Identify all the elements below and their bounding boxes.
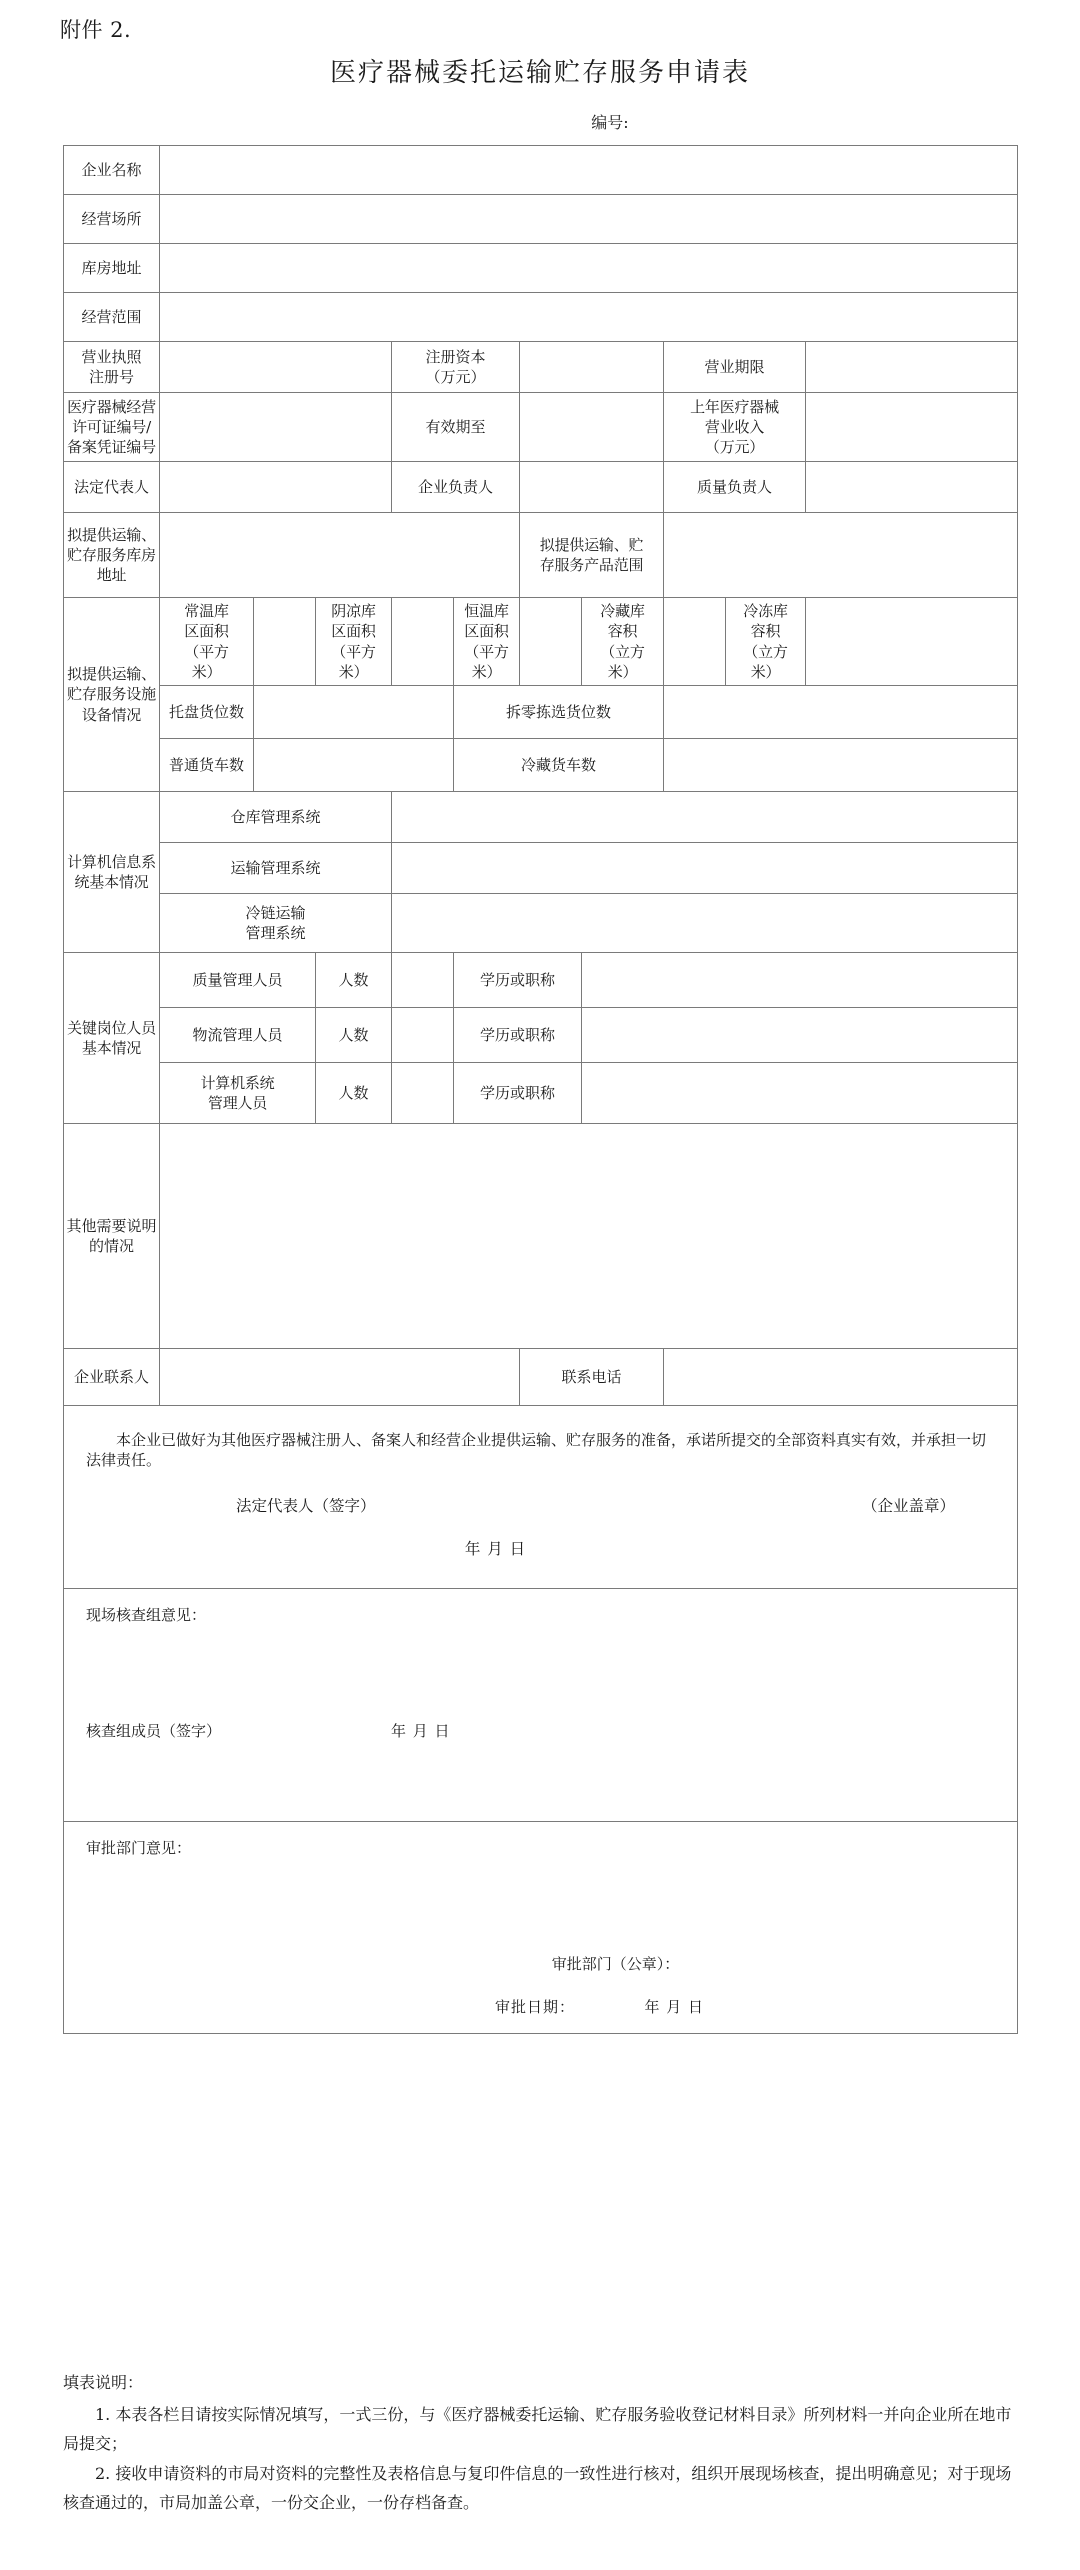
label-volume-cold-line2: 容积: [607, 622, 638, 641]
value-last-year-revenue[interactable]: [806, 393, 1018, 462]
label-other-notes-line1: 其他需要说明: [66, 1216, 157, 1235]
value-logistics-staff-education[interactable]: [582, 1008, 1018, 1063]
value-normal-trucks[interactable]: [254, 739, 454, 792]
label-business-term: 营业期限: [664, 342, 806, 393]
label-volume-freeze-line2: 容积: [750, 622, 781, 641]
label-it-staff-headcount: 人数: [316, 1063, 392, 1124]
table-row: [64, 1822, 1018, 2034]
label-area-cool-line4: 米）: [338, 662, 369, 681]
table-row: [64, 146, 1018, 195]
table-row: [64, 1063, 1018, 1124]
approval-date-row: [86, 1997, 995, 2017]
serial-number-label: 编号:: [591, 113, 629, 132]
value-quality-staff-headcount[interactable]: [392, 953, 454, 1008]
label-license-reg-no: [64, 342, 160, 393]
value-wms[interactable]: [392, 792, 1018, 843]
label-other-notes: [64, 1124, 160, 1349]
label-proposed-product-scope-line2: 存服务产品范围: [539, 556, 644, 574]
form-instructions: [63, 2368, 1021, 2518]
label-last-year-revenue: [664, 393, 806, 462]
label-key-staff-line1: 关键岗位人员: [67, 1018, 156, 1037]
value-business-term[interactable]: [806, 342, 1018, 393]
label-contact-phone: 联系电话: [520, 1349, 664, 1406]
review-member-signature-label: 核查组成员（签字）: [86, 1722, 222, 1741]
value-area-normal[interactable]: [254, 598, 316, 686]
value-pallet-slots[interactable]: [254, 686, 454, 739]
value-area-constant[interactable]: [520, 598, 582, 686]
label-valid-until: 有效期至: [392, 393, 520, 462]
label-cold-chain-system-line2: 管理系统: [245, 924, 306, 942]
value-volume-freeze[interactable]: [806, 598, 1018, 686]
instructions-item-1: 1. 本表各栏目请按实际情况填写，一式三份，与《医疗器械委托运输、贮存服务验收登记材料目录》所列材料一并向企业所在地市局提交；: [63, 2404, 1012, 2454]
value-md-license-no[interactable]: [160, 393, 392, 462]
label-registered-capital-line2: （万元）: [425, 368, 486, 386]
value-enterprise-head[interactable]: [520, 462, 664, 513]
value-logistics-staff-headcount[interactable]: [392, 1008, 454, 1063]
label-license-reg-no-line2: 注册号: [88, 368, 134, 386]
label-facility-equipment-line2: 贮存服务设施: [67, 685, 156, 704]
label-warehouse-address: 库房地址: [64, 244, 160, 293]
value-cold-trucks[interactable]: [664, 739, 1018, 792]
commitment-signature-row: [86, 1496, 995, 1517]
value-license-reg-no[interactable]: [160, 342, 392, 393]
label-proposed-product-scope-line1: 拟提供运输、贮: [539, 535, 644, 554]
label-facility-equipment-line1: 拟提供运输、: [67, 665, 156, 684]
approval-body-space: [86, 1858, 995, 1944]
commitment-text: 本企业已做好为其他医疗器械注册人、备案人和经营企业提供运输、贮存服务的准备，承诺所提交的全部资料真实有效，并承担一切法律责任。: [86, 1430, 987, 1470]
instructions-title: 填表说明：: [63, 2373, 144, 2392]
attachment-label: 附件 2.: [60, 18, 132, 42]
label-proposed-warehouse-address-line2: 贮存服务库房: [67, 545, 156, 564]
approval-heading: 审批部门意见：: [86, 1839, 192, 1857]
value-cold-chain-system[interactable]: [392, 894, 1018, 953]
label-proposed-warehouse-address-line1: 拟提供运输、: [67, 525, 156, 544]
page-title: 医疗器械委托运输贮存服务申请表: [329, 58, 750, 88]
label-volume-freeze: [726, 598, 806, 686]
value-warehouse-address[interactable]: [160, 244, 1018, 293]
value-contact-person[interactable]: [160, 1349, 520, 1406]
value-proposed-product-scope[interactable]: [664, 513, 1018, 598]
label-cold-chain-system: [160, 894, 392, 953]
label-volume-freeze-line4: 米）: [750, 662, 781, 681]
table-row: [64, 953, 1018, 1008]
label-area-normal-line1: 常温库: [184, 602, 229, 620]
onsite-review-block: [64, 1589, 1018, 1822]
table-row: [64, 1124, 1018, 1349]
label-it-staff-education: 学历或职称: [454, 1063, 582, 1124]
onsite-review-heading: 现场核查组意见：: [86, 1606, 207, 1624]
label-cold-trucks: 冷藏货车数: [454, 739, 664, 792]
table-row: [64, 1349, 1018, 1406]
value-legal-rep[interactable]: [160, 462, 392, 513]
label-last-year-revenue-line3: （万元）: [704, 438, 765, 457]
label-md-license-no-line1: 医疗器械经营: [67, 397, 156, 416]
label-volume-cold-line1: 冷藏库: [600, 602, 645, 620]
value-registered-capital[interactable]: [520, 342, 664, 393]
label-volume-freeze-line1: 冷冻库: [743, 602, 788, 620]
commitment-date-line: 年 月 日: [464, 1540, 527, 1559]
label-quality-head: 质量负责人: [664, 462, 806, 513]
label-last-year-revenue-line2: 营业收入: [704, 417, 765, 436]
value-company-name[interactable]: [160, 146, 1018, 195]
label-key-staff-line2: 基本情况: [81, 1039, 142, 1057]
label-registered-capital-line1: 注册资本: [425, 347, 486, 366]
label-quality-staff: 质量管理人员: [160, 953, 316, 1008]
value-business-scope[interactable]: [160, 293, 1018, 342]
approval-block: [64, 1822, 1018, 2034]
value-area-cool[interactable]: [392, 598, 454, 686]
label-area-normal-line2: 区面积: [184, 622, 229, 641]
table-row: [64, 686, 1018, 739]
label-area-cool-line2: 区面积: [331, 622, 376, 641]
label-it-systems-line2: 统基本情况: [74, 873, 149, 891]
label-it-staff-line2: 管理人员: [207, 1094, 268, 1112]
table-row: [64, 1589, 1018, 1822]
label-quality-staff-education: 学历或职称: [454, 953, 582, 1008]
value-proposed-warehouse-address[interactable]: [160, 513, 520, 598]
commitment-block: [64, 1406, 1018, 1589]
value-contact-phone[interactable]: [664, 1349, 1018, 1406]
company-seal-label: （企业盖章）: [862, 1497, 956, 1516]
value-business-premises[interactable]: [160, 195, 1018, 244]
value-volume-cold[interactable]: [664, 598, 726, 686]
value-quality-head[interactable]: [806, 462, 1018, 513]
instructions-item-2: 2. 接收申请资料的市局对资料的完整性及表格信息与复印件信息的一致性进行核对，组织开展现场核查，提出明确意见；对于现场核查通过的，市局加盖公章，一份交企业，一份存档备查。: [63, 2463, 1012, 2513]
label-proposed-warehouse-address: [64, 513, 160, 598]
label-area-normal: [160, 598, 254, 686]
label-business-premises: 经营场所: [64, 195, 160, 244]
label-license-reg-no-line1: 营业执照: [81, 347, 142, 366]
label-volume-cold-line4: 米）: [607, 662, 638, 681]
label-volume-cold: [582, 598, 664, 686]
label-logistics-staff-headcount: 人数: [316, 1008, 392, 1063]
table-row: [64, 393, 1018, 462]
table-row: [64, 195, 1018, 244]
label-quality-staff-headcount: 人数: [316, 953, 392, 1008]
label-contact-person: 企业联系人: [64, 1349, 160, 1406]
label-area-constant-line3: （平方: [464, 642, 509, 661]
label-other-notes-line2: 的情况: [88, 1237, 134, 1255]
label-pallet-slots: 托盘货位数: [160, 686, 254, 739]
label-area-cool: [316, 598, 392, 686]
onsite-review-signature-row: [86, 1721, 995, 1741]
table-row: [64, 513, 1018, 598]
label-it-staff: [160, 1063, 316, 1124]
label-area-normal-line4: 米）: [191, 662, 222, 681]
approval-date-line: 年 月 日: [644, 1997, 705, 2016]
table-row: [64, 1008, 1018, 1063]
label-picking-slots: 拆零拣选货位数: [454, 686, 664, 739]
label-last-year-revenue-line1: 上年医疗器械: [690, 397, 779, 416]
label-it-systems: [64, 792, 160, 953]
label-it-systems-line1: 计算机信息系: [67, 852, 156, 871]
label-proposed-warehouse-address-line3: 地址: [96, 566, 127, 585]
legal-rep-signature-label: 法定代表人（签字）: [236, 1497, 376, 1516]
table-row: [64, 792, 1018, 843]
label-md-license-no-line3: 备案凭证编号: [67, 438, 156, 457]
table-row: [64, 244, 1018, 293]
label-area-cool-line3: （平方: [331, 642, 376, 661]
value-it-staff-education[interactable]: [582, 1063, 1018, 1124]
approval-department-seal-label: 审批部门（公章）：: [551, 1955, 680, 1974]
label-wms: 仓库管理系统: [160, 792, 392, 843]
label-proposed-product-scope: [520, 513, 664, 598]
approval-date-label: 审批日期：: [494, 1997, 575, 2016]
label-tms: 运输管理系统: [160, 843, 392, 894]
label-facility-equipment: [64, 598, 160, 792]
label-registered-capital: [392, 342, 520, 393]
label-key-staff: [64, 953, 160, 1124]
label-volume-freeze-line3: （立方: [743, 642, 788, 661]
table-row: [64, 342, 1018, 393]
label-normal-trucks: 普通货车数: [160, 739, 254, 792]
label-md-license-no: [64, 393, 160, 462]
table-row: [64, 293, 1018, 342]
table-row: [64, 739, 1018, 792]
table-row: [64, 598, 1018, 686]
label-legal-rep: 法定代表人: [64, 462, 160, 513]
application-form: [63, 145, 1017, 2034]
label-company-name: 企业名称: [64, 146, 160, 195]
label-logistics-staff-education: 学历或职称: [454, 1008, 582, 1063]
label-enterprise-head: 企业负责人: [392, 462, 520, 513]
table-row: [64, 462, 1018, 513]
label-it-staff-line1: 计算机系统: [200, 1073, 275, 1092]
value-valid-until[interactable]: [520, 393, 664, 462]
label-area-constant: [454, 598, 520, 686]
label-area-constant-line1: 恒温库: [464, 602, 509, 620]
label-volume-cold-line3: （立方: [600, 642, 645, 661]
label-area-cool-line1: 阴凉库: [331, 602, 376, 620]
table-row: [64, 894, 1018, 953]
label-area-normal-line3: （平方: [184, 642, 229, 661]
value-tms[interactable]: [392, 843, 1018, 894]
label-md-license-no-line2: 许可证编号/: [72, 417, 151, 436]
onsite-review-date-line: 年 月 日: [391, 1722, 451, 1741]
value-it-staff-headcount[interactable]: [392, 1063, 454, 1124]
value-quality-staff-education[interactable]: [582, 953, 1018, 1008]
label-logistics-staff: 物流管理人员: [160, 1008, 316, 1063]
label-cold-chain-system-line1: 冷链运输: [245, 903, 306, 922]
table-row: [64, 1406, 1018, 1589]
label-business-scope: 经营范围: [64, 293, 160, 342]
label-facility-equipment-line3: 设备情况: [81, 705, 142, 724]
value-picking-slots[interactable]: [664, 686, 1018, 739]
label-area-constant-line4: 米）: [471, 662, 502, 681]
label-area-constant-line2: 区面积: [464, 622, 509, 641]
value-other-notes[interactable]: [160, 1124, 1018, 1349]
table-row: [64, 843, 1018, 894]
